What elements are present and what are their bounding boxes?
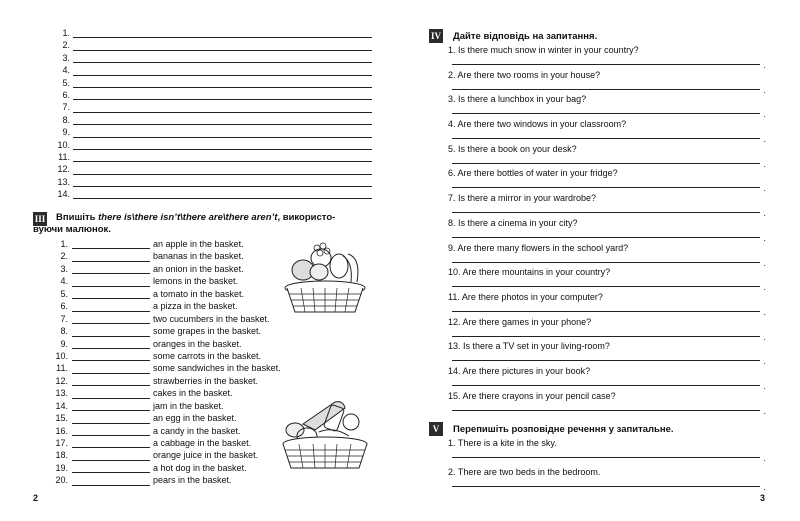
answer-line[interactable] — [73, 137, 372, 138]
fill-in-blank-line[interactable] — [72, 348, 150, 349]
blank-row-number: 12. — [57, 164, 70, 175]
fill-in-blank-line[interactable] — [72, 248, 150, 249]
blank-answer-row — [50, 52, 372, 64]
blank-row-number: 14. — [57, 189, 70, 200]
blank-row-number: 6. — [62, 89, 70, 100]
exercise-iii-number: 17. — [55, 438, 68, 448]
line-end-dot: . — [763, 134, 766, 145]
fill-in-blank-line[interactable] — [72, 273, 150, 274]
exercise-iii-text: an apple in the basket. — [153, 239, 244, 249]
answer-line[interactable] — [452, 385, 760, 386]
exercise-iv-questions — [448, 44, 766, 414]
blank-answer-row — [50, 77, 372, 89]
question-item — [448, 316, 766, 341]
exercise-iii-row — [50, 300, 310, 312]
exercise-iii-row — [50, 437, 310, 449]
exercise-iii-number: 10. — [55, 350, 68, 361]
blank-answer-row — [50, 126, 372, 138]
question-text: 11. Are there photos in your computer? — [448, 291, 603, 302]
exercise-iii-row — [50, 425, 310, 437]
question-item — [448, 93, 766, 118]
exercise-iii-row — [50, 250, 310, 262]
question-text: 1. Is there much snow in winter in your country? — [448, 45, 639, 55]
exercise-v-sentences — [448, 437, 766, 495]
exercise-iii-number: 20. — [55, 475, 68, 486]
blank-answer-row — [50, 101, 372, 113]
question-item — [448, 143, 766, 168]
blank-row-number: 8. — [62, 114, 70, 125]
answer-line[interactable] — [452, 336, 760, 337]
page-number-left: 2 — [33, 493, 39, 503]
question-item — [448, 118, 766, 143]
blank-row-number: 5. — [62, 77, 70, 88]
exercise-iii-row — [50, 449, 310, 461]
exercise-iii-title-italic: there is\there isn’t\there are\there aren’t — [98, 212, 278, 223]
exercise-iii-text: oranges in the basket. — [153, 338, 242, 349]
blank-answer-row — [50, 64, 372, 76]
question-text: 4. Are there two windows in your classroom? — [448, 119, 627, 130]
fill-in-blank-line[interactable] — [72, 286, 150, 287]
exercise-iii-row — [50, 275, 310, 287]
fill-in-blank-line[interactable] — [72, 410, 150, 411]
answer-line[interactable] — [73, 124, 372, 125]
blank-row-number: 13. — [57, 176, 70, 187]
fill-in-blank-line[interactable] — [72, 298, 150, 299]
question-item — [448, 291, 766, 316]
line-end-dot: . — [763, 482, 766, 492]
line-end-dot: . — [763, 109, 766, 120]
exercise-iii-row — [50, 350, 310, 362]
line-end-dot: . — [763, 183, 766, 194]
answer-line[interactable] — [452, 89, 760, 90]
answer-line[interactable] — [73, 75, 372, 76]
answer-line[interactable] — [73, 186, 372, 187]
blank-answer-row — [50, 39, 372, 51]
fill-in-blank-line[interactable] — [72, 360, 150, 361]
answer-line[interactable] — [452, 486, 760, 487]
blank-row-number: 7. — [62, 102, 70, 113]
answer-line[interactable] — [452, 113, 760, 114]
sentence-text: 1. There is a kite in the sky. — [448, 438, 557, 448]
answer-line[interactable] — [452, 212, 760, 213]
line-end-dot: . — [763, 84, 766, 95]
exercise-iii-text: some grapes in the basket. — [153, 326, 262, 337]
exercise-iii-row — [50, 325, 310, 337]
question-item — [448, 365, 766, 390]
blank-answer-row — [50, 114, 372, 126]
line-end-dot: . — [763, 380, 766, 391]
exercise-iii-number: 16. — [55, 425, 68, 436]
question-item — [448, 167, 766, 192]
exercise-iii-text: a pizza in the basket. — [153, 301, 238, 312]
exercise-iii-text: orange juice in the basket. — [153, 450, 259, 461]
exercise-iii-text: two cucumbers in the basket. — [153, 313, 270, 324]
exercise-iii-text: strawberries in the basket. — [153, 375, 259, 386]
fill-in-blank-line[interactable] — [72, 423, 150, 424]
exercise-iii-row — [50, 474, 310, 486]
fill-in-blank-line[interactable] — [72, 373, 150, 374]
exercise-iii-number: 11. — [56, 363, 68, 374]
question-item — [448, 390, 766, 415]
fill-in-blank-line[interactable] — [72, 472, 150, 473]
sentence-text: 2. There are two beds in the bedroom. — [448, 467, 601, 477]
fill-in-blank-line[interactable] — [72, 385, 150, 386]
line-end-dot: . — [763, 331, 766, 342]
question-item — [448, 340, 766, 365]
answer-line[interactable] — [452, 286, 760, 287]
blank-row-number: 3. — [62, 52, 70, 63]
answer-line[interactable] — [452, 262, 760, 263]
answer-line[interactable] — [73, 174, 372, 175]
answer-line[interactable] — [73, 198, 372, 199]
exercise-iii-text: a cabbage in the basket. — [153, 438, 252, 448]
answer-line[interactable] — [452, 163, 760, 164]
blank-answer-row — [50, 163, 372, 175]
exercise-iii-row — [50, 362, 310, 374]
exercise-iii-number: 7. — [60, 313, 68, 324]
line-end-dot: . — [763, 282, 766, 293]
exercise-iii-number: 9. — [60, 338, 68, 349]
answer-line[interactable] — [452, 138, 760, 139]
answer-line[interactable] — [452, 410, 760, 411]
question-item — [448, 266, 766, 291]
answer-line[interactable] — [73, 112, 372, 113]
question-item — [448, 192, 766, 217]
line-end-dot: . — [763, 208, 766, 219]
exercise-iii-row — [50, 338, 310, 350]
question-text: 12. Are there games in your phone? — [448, 316, 592, 327]
answer-line[interactable] — [452, 311, 760, 312]
answer-line[interactable] — [73, 149, 372, 150]
exercise-iii-number: 14. — [55, 400, 68, 411]
exercise-iii-row — [50, 387, 310, 399]
exercise-iii-number: 15. — [55, 413, 68, 424]
question-text: 10. Are there mountains in your country? — [448, 267, 611, 278]
answer-line[interactable] — [73, 87, 372, 88]
blank-answer-row — [50, 89, 372, 101]
exercise-iii-number: 3. — [60, 263, 68, 274]
exercise-iii-number: 6. — [60, 301, 68, 312]
line-end-dot: . — [763, 60, 766, 70]
question-text: 9. Are there many flowers in the school yard? — [448, 242, 629, 253]
line-end-dot: . — [763, 405, 766, 416]
exercise-iii-text: a candy in the basket. — [153, 425, 241, 436]
question-text: 7. Is there a mirror in your wardrobe? — [448, 193, 597, 204]
fruit-basket-illustration — [283, 236, 373, 316]
exercise-iii-number: 2. — [60, 251, 68, 262]
exercise-iii-number: 19. — [55, 462, 68, 473]
blank-answer-row — [50, 139, 372, 151]
sentence-item — [448, 437, 766, 466]
exercise-iv-title: Дайте відповідь на запитання. — [453, 31, 598, 42]
question-item — [448, 242, 766, 267]
blank-row-number: 4. — [62, 65, 70, 76]
question-item — [448, 217, 766, 242]
exercise-iii-row — [50, 288, 310, 300]
page-number-right: 3 — [760, 493, 766, 503]
exercise-iii-row — [50, 238, 310, 250]
exercise-iii-row — [50, 400, 310, 412]
answer-line[interactable] — [452, 457, 760, 458]
exercise-iii-number: 5. — [60, 288, 68, 299]
question-text: 13. Is there a TV set in your living-room? — [448, 341, 610, 352]
line-end-dot: . — [763, 453, 766, 463]
exercise-iii-title-suffix: , використо- — [277, 212, 336, 223]
answer-line[interactable] — [73, 62, 372, 63]
picnic-basket-illustration — [279, 396, 373, 472]
exercise-iii-text: an onion in the basket. — [153, 263, 244, 274]
blank-row-number: 9. — [62, 127, 70, 138]
exercise-v-title: Перепишіть розповідне речення у запитальне. — [453, 424, 674, 435]
answer-line[interactable] — [73, 50, 372, 51]
exercise-iii-number: 8. — [60, 326, 68, 337]
blank-row-number: 1. — [62, 28, 70, 38]
fill-in-blank-line[interactable] — [72, 485, 150, 486]
exercise-iii-text: jam in the basket. — [153, 400, 224, 411]
fill-in-blank-line[interactable] — [72, 311, 150, 312]
fill-in-blank-line[interactable] — [72, 261, 150, 262]
exercise-iii-text: some sandwiches in the basket. — [153, 363, 281, 374]
blank-answer-list — [50, 27, 372, 200]
answer-line[interactable] — [452, 64, 760, 65]
blank-answer-row — [50, 176, 372, 188]
fill-in-blank-line[interactable] — [72, 460, 150, 461]
exercise-iii-row — [50, 412, 310, 424]
exercise-iii-text: pears in the basket. — [153, 475, 232, 486]
line-end-dot: . — [763, 158, 766, 169]
exercise-iii-title-line2: вуючи малюнок. — [33, 224, 111, 235]
exercise-iii-row — [50, 313, 310, 325]
fill-in-blank-line[interactable] — [72, 435, 150, 436]
question-text: 2. Are there two rooms in your house? — [448, 69, 601, 80]
line-end-dot: . — [763, 257, 766, 268]
exercise-iv-badge: IV — [430, 31, 441, 41]
blank-answer-row — [50, 151, 372, 163]
answer-line[interactable] — [452, 360, 760, 361]
question-text: 5. Is there a book on your desk? — [448, 143, 577, 154]
question-text: 8. Is there a cinema in your city? — [448, 217, 578, 228]
blank-row-number: 11. — [58, 151, 70, 162]
question-text: 14. Are there pictures in your book? — [448, 365, 591, 376]
exercise-iii-badge: III — [34, 214, 46, 224]
exercise-iii-number: 4. — [60, 276, 68, 287]
question-text: 15. Are there crayons in your pencil case? — [448, 390, 616, 401]
fill-in-blank-line[interactable] — [72, 323, 150, 324]
blank-row-number: 10. — [57, 139, 70, 150]
blank-row-number: 2. — [62, 40, 70, 51]
exercise-iii-text: an egg in the basket. — [153, 413, 237, 424]
exercise-iii-number: 13. — [55, 388, 68, 399]
line-end-dot: . — [763, 232, 766, 243]
answer-line[interactable] — [73, 161, 372, 162]
exercise-iii-list — [50, 238, 310, 487]
exercise-iii-number: 12. — [55, 375, 68, 386]
line-end-dot: . — [763, 306, 766, 317]
sentence-item — [448, 466, 766, 495]
question-item — [448, 69, 766, 94]
exercise-iii-text: lemons in the basket. — [153, 276, 239, 287]
question-text: 3. Is there a lunchbox in your bag? — [448, 94, 587, 105]
exercise-iii-text: a tomato in the basket. — [153, 288, 245, 299]
exercise-iii-title-prefix: Впишіть — [56, 212, 99, 223]
exercise-v-badge: V — [429, 422, 443, 436]
fill-in-blank-line[interactable] — [72, 447, 150, 448]
exercise-iii-number: 18. — [55, 450, 68, 461]
answer-line[interactable] — [452, 237, 760, 238]
exercise-iii-title — [56, 212, 376, 224]
answer-line[interactable] — [73, 37, 372, 38]
exercise-iii-row — [50, 375, 310, 387]
exercise-iii-text: cakes in the basket. — [153, 388, 233, 399]
blank-answer-row — [50, 27, 372, 39]
question-item — [448, 44, 766, 69]
exercise-iii-row — [50, 462, 310, 474]
exercise-iii-row — [50, 263, 310, 275]
answer-line[interactable] — [452, 187, 760, 188]
question-text: 6. Are there bottles of water in your fridge? — [448, 168, 618, 179]
blank-answer-row — [50, 188, 372, 200]
fill-in-blank-line[interactable] — [72, 336, 150, 337]
exercise-iii-text: bananas in the basket. — [153, 251, 244, 262]
exercise-iii-text: some carrots in the basket. — [153, 350, 262, 361]
fill-in-blank-line[interactable] — [72, 398, 150, 399]
exercise-iii-text: a hot dog in the basket. — [153, 462, 247, 473]
answer-line[interactable] — [73, 99, 372, 100]
line-end-dot: . — [763, 356, 766, 367]
exercise-iii-number: 1. — [60, 239, 68, 249]
